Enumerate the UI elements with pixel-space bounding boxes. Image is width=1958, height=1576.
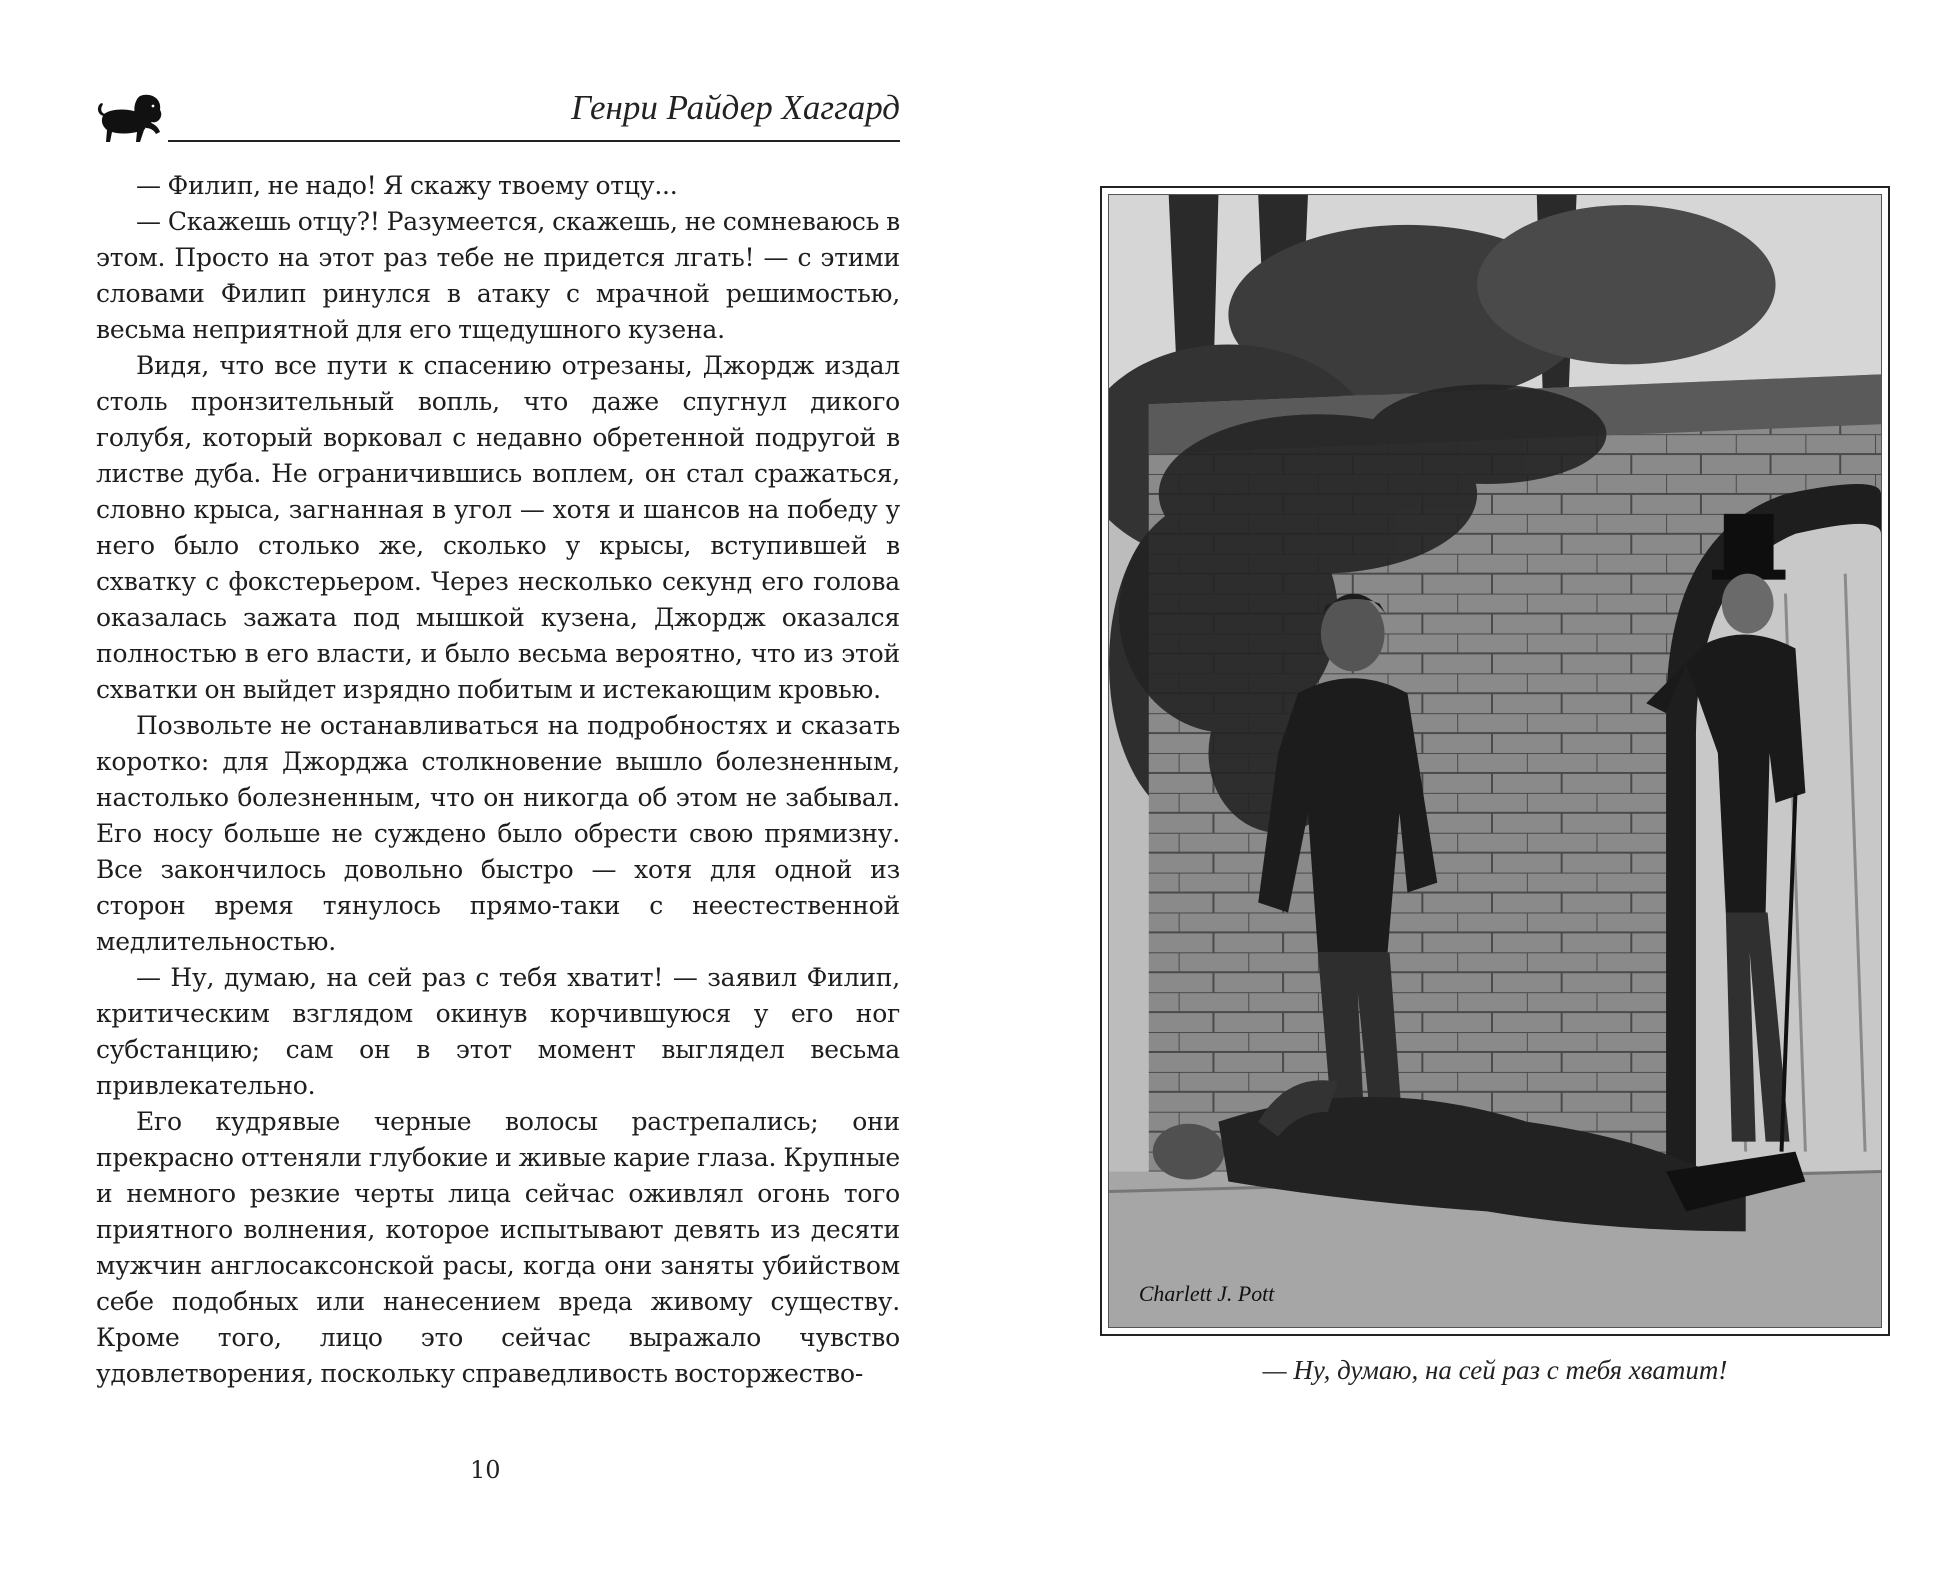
paragraph: Позвольте не останавливаться на подробностях и сказать коротко: для Джорджа столкновение вышло болезненным, настолько болезненным, что он никогда об этом не забывал. Его носу больше не суждено было обрести свою прямизну. Все закончилось довольно быстро — хотя для одной из сторон время тянулось прямо-таки с неестественной медлительностью. <box>96 711 900 956</box>
illustration <box>1108 194 1882 1328</box>
paragraph: Его кудрявые черные волосы растрепались; они прекрасно оттеняли глубокие и живые карие глаза. Крупные и немного резкие черты лица сейчас оживлял огонь того приятного волнения, которое испытывают девять из десяти мужчин англосаксонской расы, когда они заняты убийством себе подобных или нанесением вреда живому существу. Кроме того, лицо это сейчас выражало чувство удовлетворения, поскольку справедливость восторжество- <box>96 1107 900 1388</box>
paragraph: — Филип, не надо! Я скажу твоему отцу... <box>136 171 678 200</box>
right-page <box>980 0 1958 1576</box>
page-number: 10 <box>470 1456 501 1484</box>
paragraph: — Скажешь отцу?! Разумеется, скажешь, не сомневаюсь в этом. Просто на этот раз тебе не придется лгать! — с этими словами Филип ринулся в атаку с мрачной решимостью, весьма неприятной для его тщедушного кузена. <box>96 207 900 344</box>
illustration-frame <box>1100 186 1890 1336</box>
paragraph: Видя, что все пути к спасению отрезаны, Джордж издал столь пронзительный вопль, что даже спугнул дикого голубя, который ворковал с недавно обретенной подругой в листве дуба. Не ограничившись воплем, он стал сражаться, словно крыса, загнанная в угол — хотя и шансов на победу у него было столько же, сколько у крысы, вступившей в схватку с фокстерьером. Через несколько секунд его голова оказалась зажата под мышкой кузена, Джордж оказался полностью в его власти, и было весьма вероятно, что из этой схватки он выйдет изрядно побитым и истекающим кровью. <box>96 351 900 704</box>
lion-icon <box>96 92 170 146</box>
body-text <box>96 168 900 1392</box>
illustration-caption: — Ну, думаю, на сей раз с тебя хватит! <box>1262 1355 1728 1385</box>
paragraph: — Ну, думаю, на сей раз с тебя хватит! — заявил Филип, критическим взглядом окинув корчившуюся у его ног субстанцию; сам он в этот момент выглядел весьма привлекательно. <box>96 963 900 1100</box>
running-head <box>92 80 900 146</box>
running-head-author: Генри Райдер Хаггард <box>571 88 900 127</box>
illustration-signature: Charlett J. Pott <box>1138 1281 1275 1307</box>
header-rule <box>168 140 900 142</box>
